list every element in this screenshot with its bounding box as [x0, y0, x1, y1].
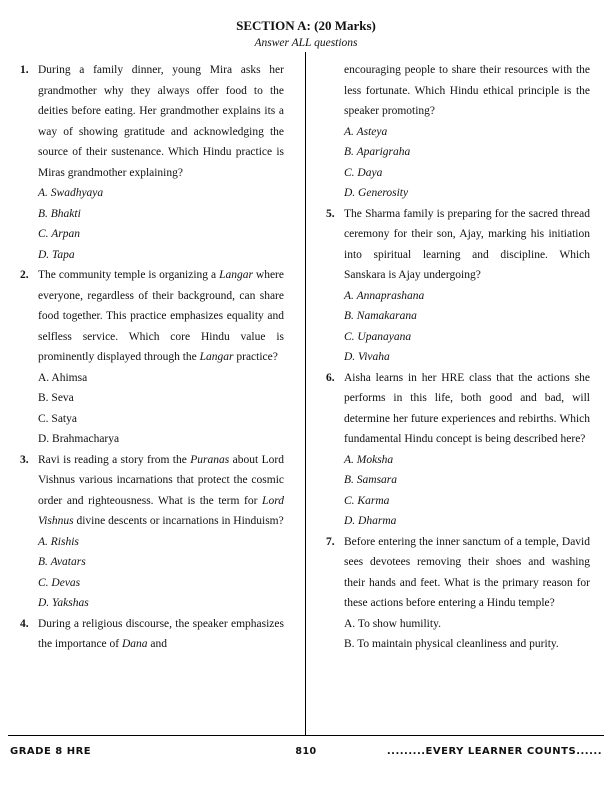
- question-number: 6.: [326, 371, 335, 384]
- question: [326, 532, 590, 655]
- question: [326, 204, 590, 368]
- answer-option: D. Yakshas: [38, 597, 89, 609]
- question: [326, 368, 590, 532]
- answer-option: C. Arpan: [38, 228, 80, 240]
- text-segment: Puranas: [190, 453, 230, 466]
- text-segment: and: [147, 638, 168, 650]
- answer-option: B. Namakarana: [344, 310, 417, 322]
- question-text: [344, 532, 590, 614]
- answer-option: D. Generosity: [344, 187, 409, 199]
- text-segment: about Lord Vishnus various incarnations that protect the cosmic order and righteousness. What is the term for: [38, 453, 284, 507]
- answer-option: D. Dharma: [344, 515, 397, 527]
- text-segment: Langar: [219, 269, 253, 281]
- answer-option: A. To show humility.: [344, 617, 441, 630]
- footer-page-number: 810: [295, 746, 317, 757]
- text-segment: Aisha learns in her HRE class that the actions she performs in this life, both good and bad, will determine her future experiences and rebirths. Which fundamental Hindu concept is being described here?: [344, 371, 590, 445]
- answer-option: B. Bhakti: [38, 207, 81, 220]
- answer-option: B. Samsara: [344, 474, 398, 486]
- question-text: [344, 204, 590, 286]
- answer-option: D. Tapa: [38, 248, 75, 261]
- question: [20, 60, 284, 265]
- question: [20, 265, 284, 450]
- text-segment: Dana: [121, 638, 148, 650]
- answer-option: A. Asteya: [344, 125, 388, 138]
- answer-option: D. Brahmacharya: [38, 433, 120, 445]
- answer-option: C. Upanayana: [344, 330, 412, 343]
- answer-option: B. Aparigraha: [344, 146, 411, 158]
- answer-option: D. Vivaha: [344, 351, 390, 363]
- section-instructions: Answer ALL questions: [254, 37, 358, 49]
- text-segment: practice?: [233, 351, 278, 363]
- answer-option: C. Satya: [38, 412, 77, 425]
- answer-option: A. Swadhyaya: [38, 187, 104, 199]
- column-divider-line: [305, 52, 306, 735]
- question-text: [344, 60, 590, 122]
- question-number: 3.: [20, 453, 29, 466]
- answer-option: A. Annaprashana: [344, 289, 425, 302]
- answer-option: B. To maintain physical cleanliness and purity.: [344, 638, 559, 650]
- text-segment: During a religious discourse, the speaker emphasizes the importance of: [38, 617, 284, 650]
- column-right: [306, 52, 612, 735]
- answer-option: C. Karma: [344, 494, 390, 507]
- text-segment: Before entering the inner sanctum of a temple, David sees devotees removing their shoes and washing their hands and feet. What is the primary reason for these actions before entering a Hindu temple?: [344, 535, 590, 609]
- question-text: [38, 614, 284, 655]
- question-text: [38, 60, 284, 183]
- question-text: [38, 265, 284, 368]
- footer-rule: [8, 735, 604, 736]
- answer-option: A. Moksha: [344, 453, 394, 466]
- question-continuation: [326, 60, 590, 204]
- answer-option: A. Ahimsa: [38, 371, 88, 384]
- question-number: 4.: [20, 617, 29, 630]
- question-text: [344, 368, 590, 450]
- question-text: [38, 450, 284, 532]
- question-number: 7.: [326, 535, 335, 548]
- footer-motto: .........EVERY LEARNER COUNTS......: [386, 746, 602, 757]
- text-segment: Langar: [199, 351, 234, 363]
- answer-option: A. Rishis: [38, 535, 79, 548]
- text-segment: divine descents or incarnations in Hinduism?: [73, 515, 284, 527]
- question-number: 1.: [20, 64, 29, 76]
- question-number: 5.: [326, 207, 335, 220]
- column-left: [0, 52, 306, 735]
- text-segment: Lord Vishnus: [38, 494, 284, 527]
- page-footer: [10, 746, 602, 757]
- text-segment: Ravi is reading a story from the: [38, 453, 191, 466]
- answer-option: C. Devas: [38, 576, 81, 589]
- text-segment: The Sharma family is preparing for the sacred thread ceremony for their son, Ajay, marking his initiation into spiritual learning and discipline. Which Sanskara is Ajay undergoing?: [344, 207, 590, 281]
- text-segment: The community temple is organizing a: [38, 269, 220, 281]
- answer-option: C. Daya: [344, 166, 383, 179]
- question-number: 2.: [20, 269, 29, 281]
- text-segment: During a family dinner, young Mira asks her grandmother why they always offer food to the deities before eating. Her grandmother explains its a way of showing gratitude and acknowledging the source of their sustenance. Which Hindu practice is Miras grandmother explaining?: [38, 64, 284, 179]
- question: [20, 614, 284, 655]
- section-header: [0, 0, 612, 49]
- footer-grade-label: GRADE 8 HRE: [10, 746, 92, 757]
- text-segment: encouraging people to share their resources with the less fortunate. Which Hindu ethical principle is the speaker promoting?: [344, 64, 590, 117]
- answer-option: B. Seva: [38, 392, 74, 404]
- question: [20, 450, 284, 614]
- answer-option: B. Avatars: [38, 556, 86, 568]
- text-segment: where everyone, regardless of their background, can share food together. This practice emphasizes equality and selfless service. Which core Hindu value is prominently displayed through the: [38, 269, 284, 363]
- question-columns: [0, 52, 612, 735]
- section-title: SECTION A: (20 Marks): [236, 18, 376, 33]
